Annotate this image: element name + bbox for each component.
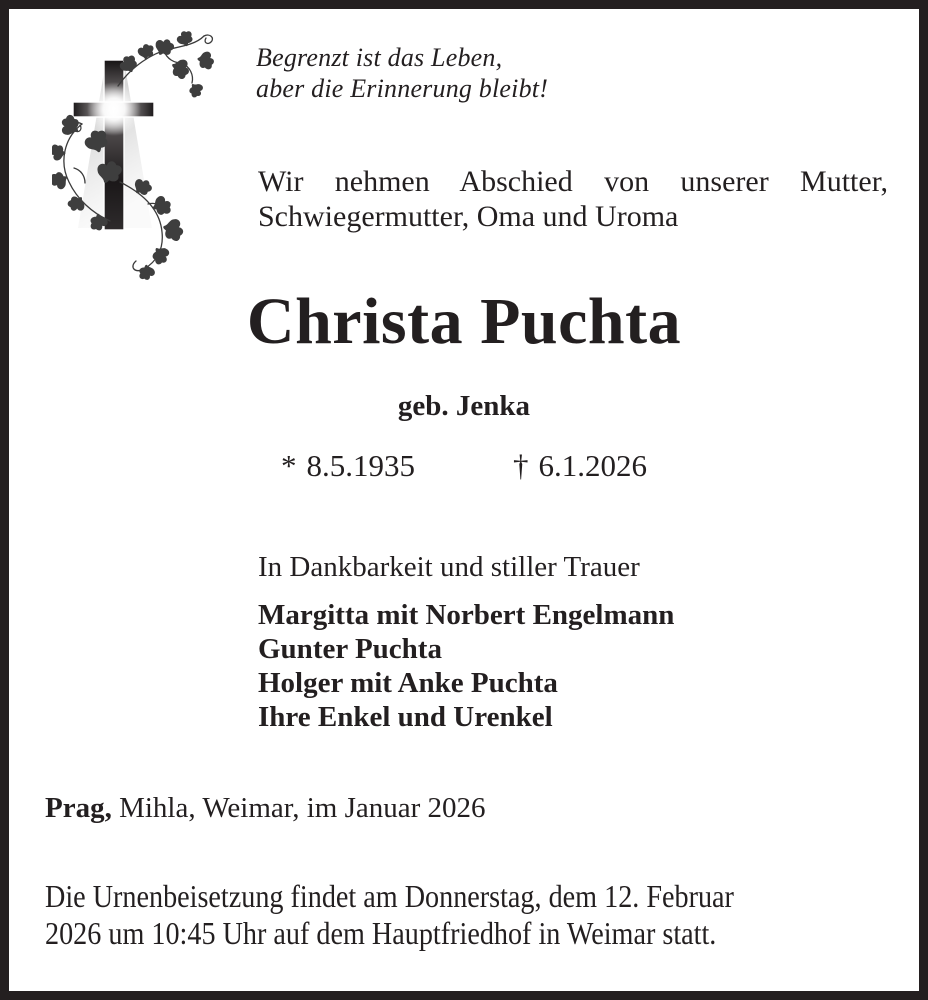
funeral-info xyxy=(45,878,925,952)
funeral-line: 2026 um 10:45 Uhr auf dem Hauptfriedhof in Weimar statt. xyxy=(45,915,717,951)
death-date-value: 6.1.2026 xyxy=(538,448,647,483)
epigraph-line: aber die Erinnerung bleibt! xyxy=(256,74,549,103)
condolence-lead: In Dankbarkeit und stiller Trauer xyxy=(258,551,640,583)
mourner-line: Margitta mit Norbert Engelmann xyxy=(258,599,675,631)
deceased-name: Christa Puchta xyxy=(246,285,682,358)
place-bold: Prag, xyxy=(45,792,112,824)
birth-date-value: 8.5.1935 xyxy=(306,448,415,483)
mourner-line: Holger mit Anke Puchta xyxy=(258,667,558,699)
mourner-line: Gunter Puchta xyxy=(258,633,442,665)
birth-date xyxy=(281,448,415,484)
death-cross-icon: † xyxy=(513,448,529,483)
intro-text xyxy=(258,164,888,234)
death-date xyxy=(513,448,647,484)
place-date-line xyxy=(45,792,486,825)
place-rest: Mihla, Weimar, im Januar 2026 xyxy=(111,792,486,824)
funeral-line: Die Urnenbeisetzung findet am Donnerstag, dem 12. Februar xyxy=(45,878,734,914)
epigraph-line: Begrenzt ist das Leben, xyxy=(256,43,503,72)
mourner-line: Ihre Enkel und Urenkel xyxy=(258,701,553,733)
intro-line: Wir nehmen Abschied von unserer Mutter, xyxy=(258,165,888,198)
epigraph xyxy=(256,42,548,104)
mourners-list xyxy=(258,598,674,734)
cross-with-ivy-icon xyxy=(52,22,222,282)
life-dates xyxy=(0,448,928,484)
intro-line: Schwiegermutter, Oma und Uroma xyxy=(258,200,679,233)
maiden-name: geb. Jenka xyxy=(397,390,531,422)
birth-star-icon: * xyxy=(281,448,297,483)
